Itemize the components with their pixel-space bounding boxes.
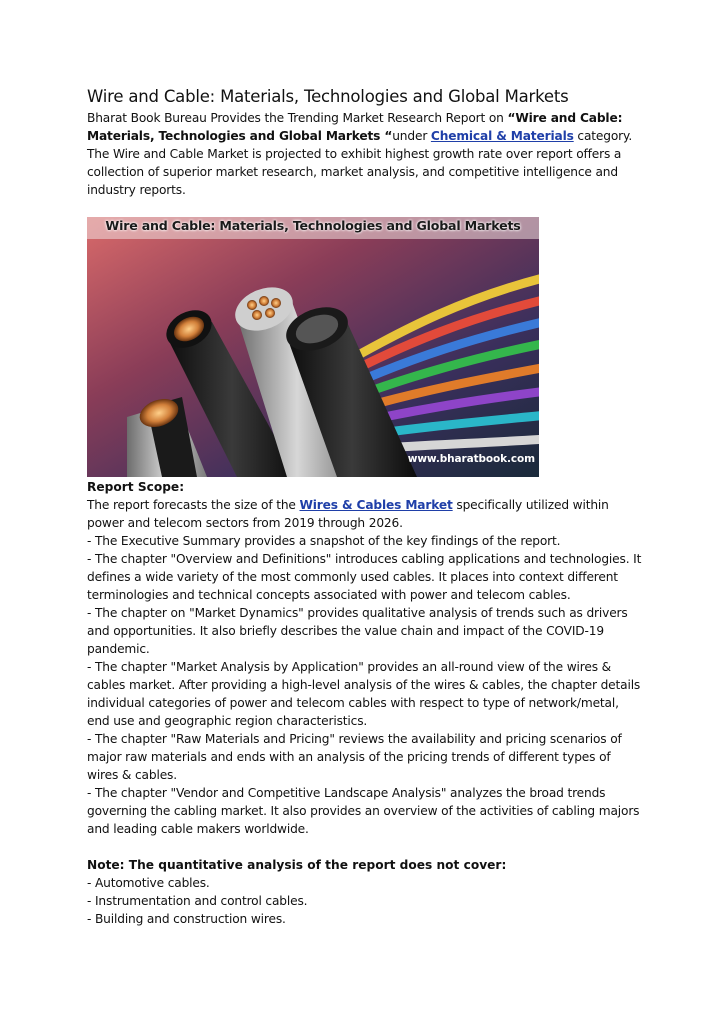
quote-mark: “: [507, 111, 516, 125]
scope-bullet: - The chapter "Overview and Definitions" introduces cabling applications and technologies. It defines a wide variety of the most commonly used cables. It places into context different terminologies and technical concepts associated with power and telecom cables.: [87, 552, 642, 602]
cable-illustration: [87, 217, 539, 477]
scope-bullet-list: [87, 532, 643, 838]
scope-text: The report forecasts the size of the: [87, 498, 300, 512]
scope-bullet: - The chapter "Market Analysis by Application" provides an all-round view of the wires & cables market. After providing a high-level analysis of the wires & cables, the chapter details individual categories of power and telecom cables with respect to type of network/metal, end use and geographic region characteristics.: [87, 660, 641, 728]
scope-bullet: - The chapter "Vendor and Competitive Landscape Analysis" analyzes the broad trends governing the cabling market. It also provides an overview of the activities of cabling majors and leading cable makers worldwide.: [87, 786, 640, 836]
intro-text: category. The Wire and Cable Market is projected to exhibit highest growth rate over report offers a collection of superior market research, market analysis, and competitive intelligence and industry reports.: [87, 129, 633, 197]
note-item: - Instrumentation and control cables.: [87, 894, 308, 908]
quote-mark: “: [384, 129, 393, 143]
image-watermark-url: www.bharatbook.com: [407, 453, 535, 465]
scope-bullet: - The Executive Summary provides a snapshot of the key findings of the report.: [87, 534, 561, 548]
scope-text: specifically utilized within power and telecom sectors from 2019 through 2026.: [87, 498, 609, 530]
intro-text: under: [392, 129, 431, 143]
report-title-bold: Wire and Cable: Materials, Technologies and Global Markets: [87, 111, 623, 143]
wires-cables-market-link[interactable]: Wires & Cables Market: [299, 498, 453, 512]
scope-lead: [87, 496, 643, 532]
note-list: [87, 874, 643, 928]
report-scope-heading: Report Scope:: [87, 480, 185, 494]
note-item: - Automotive cables.: [87, 876, 210, 890]
cable-image: [87, 217, 539, 477]
note-heading: Note: The quantitative analysis of the report does not cover:: [87, 858, 507, 872]
document-page: [87, 86, 643, 928]
intro-text: Bharat Book Bureau Provides the Trending Market Research Report on: [87, 111, 508, 125]
image-banner-text: Wire and Cable: Materials, Technologies and Global Markets: [105, 218, 521, 233]
chemical-materials-link[interactable]: Chemical & Materials: [430, 129, 574, 143]
document-title: Wire and Cable: Materials, Technologies and Global Markets: [87, 87, 569, 106]
scope-bullet: - The chapter on "Market Dynamics" provides qualitative analysis of trends such as drivers and opportunities. It also briefly describes the value chain and impact of the COVID-19 pandemic.: [87, 606, 628, 656]
intro-paragraph: [87, 109, 643, 199]
scope-bullet: - The chapter "Raw Materials and Pricing" reviews the availability and pricing scenarios of major raw materials and ends with an analysis of the pricing trends of different types of wires & cables.: [87, 732, 622, 782]
note-item: - Building and construction wires.: [87, 912, 286, 926]
